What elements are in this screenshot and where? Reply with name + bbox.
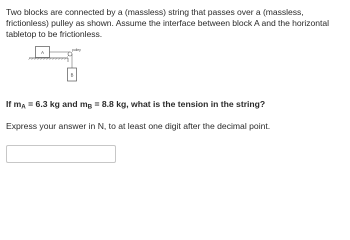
pulley-wheel [68,52,72,56]
question-middle: = 6.3 kg and m [25,99,88,109]
question-suffix: = 8.8 kg, what is the tension in the string? [92,99,266,109]
answer-input[interactable] [6,145,116,163]
pulley-label: pulley [72,48,81,52]
problem-statement: Two blocks are connected by a (massless) string that passes over a (massless, frictionless) pulley as shown. Assume the interface between block A and the horizontal tabletop to be frictionless. [6,7,329,40]
question-prefix: If m [6,99,22,109]
block-b-label: B [70,72,74,78]
block-a-label: A [41,50,44,55]
subscript-a: A [21,103,26,111]
subscript-b: B [87,103,93,111]
answer-instruction: Express your answer in N, to at least one digit after the decimal point. [6,121,271,131]
question-text [6,99,265,110]
pulley-diagram [28,46,98,86]
